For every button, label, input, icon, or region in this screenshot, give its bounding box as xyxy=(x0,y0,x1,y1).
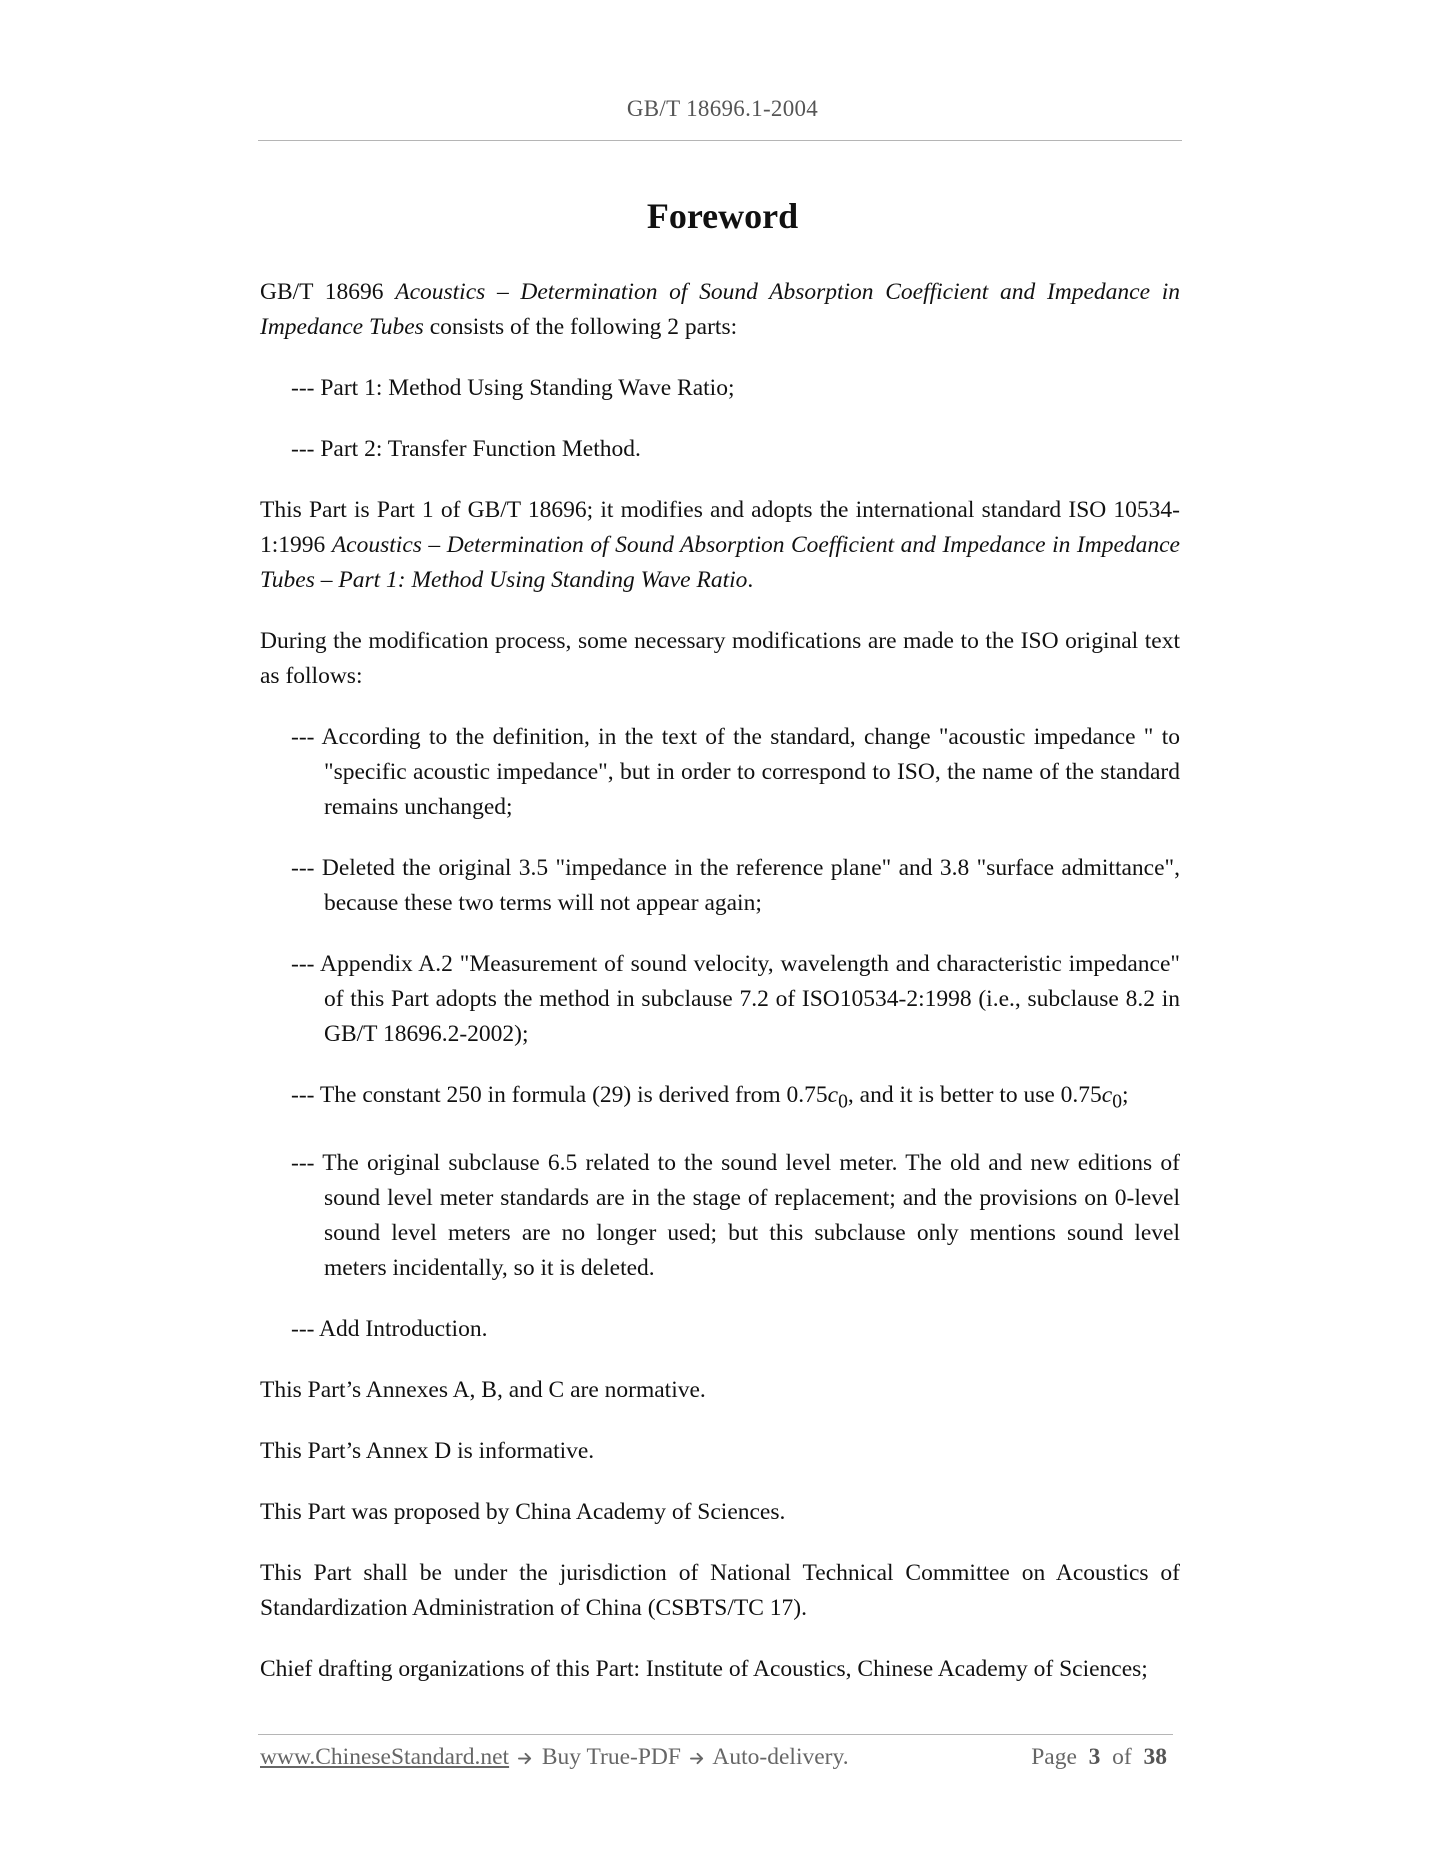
intro-text-start: GB/T 18696 xyxy=(260,279,396,305)
parts-list-item-1: --- Part 1: Method Using Standing Wave Ratio; xyxy=(291,375,735,401)
sound-speed-symbol: c xyxy=(827,1082,839,1108)
sound-speed-subscript-2: 0 xyxy=(1112,1091,1123,1113)
page-label: Page xyxy=(1031,1744,1077,1770)
document-body xyxy=(260,275,1180,1713)
modification-item-5: --- The original subclause 6.5 related to the sound level meter. The old and new editions of sound level meter standards are in the stage of replacement; and the provisions on 0-level sound level meters are no longer used; but this subclause only mentions sound level meters incidentally, so it is deleted. xyxy=(291,1149,1180,1281)
formula-note-text-2: , and it is better to use 0.75 xyxy=(847,1082,1102,1108)
modification-item-3: --- Appendix A.2 "Measurement of sound velocity, wavelength and characteristic impedance" of this Part adopts the method in subclause 7.2 of ISO10534-2:1998 (i.e., subclause 8.2 in GB/T 18696.2-2002); xyxy=(291,951,1180,1047)
intro-text-end: consists of the following 2 parts: xyxy=(423,314,738,340)
buy-pdf-text: Buy True-PDF xyxy=(535,1744,687,1770)
auto-delivery-text: Auto-delivery. xyxy=(707,1744,849,1770)
footer-divider xyxy=(258,1734,1173,1735)
arrow-right-icon xyxy=(690,1751,705,1766)
modification-intro: During the modification process, some necessary modifications are made to the ISO original text as follows: xyxy=(260,628,1180,689)
sound-speed-symbol-2: c xyxy=(1101,1082,1113,1108)
total-pages: 38 xyxy=(1143,1744,1167,1770)
adoption-standard-title: Acoustics – Determination of Sound Absorption Coefficient and Impedance in Impedance Tubes – Part 1: Method Using Standing Wave Ratio xyxy=(260,532,1180,593)
page-number xyxy=(1031,1744,1167,1771)
intro-paragraph xyxy=(260,275,1180,345)
page-of-label: of xyxy=(1112,1744,1132,1770)
jurisdiction-statement: This Part shall be under the jurisdiction of National Technical Committee on Acoustics of Standardization Administration of China (CSBTS/TC 17). xyxy=(260,1559,1180,1621)
adoption-paragraph xyxy=(260,493,1180,598)
intro-standard-title: Acoustics – Determination of Sound Absorption Coefficient and Impedance in Impedance Tubes xyxy=(260,279,1180,340)
adoption-text-end: . xyxy=(747,567,754,593)
drafting-orgs-statement: Chief drafting organizations of this Part: Institute of Acoustics, Chinese Academy of Sciences; xyxy=(260,1655,1148,1682)
arrow-right-icon xyxy=(518,1751,533,1766)
adoption-text-start: This Part is Part 1 of GB/T 18696; it modifies and adopts the international standard ISO 10534-1:1996 xyxy=(260,497,1180,558)
sound-speed-subscript: 0 xyxy=(838,1091,848,1113)
current-page: 3 xyxy=(1088,1744,1101,1770)
running-header: GB/T 18696.1-2004 xyxy=(626,96,819,121)
proposed-by-statement: This Part was proposed by China Academy of Sciences. xyxy=(260,1498,786,1525)
formula-note-text: --- The constant 250 in formula (29) is derived from 0.75 xyxy=(291,1082,828,1108)
page-footer xyxy=(260,1744,1175,1780)
formula-note-end: ; xyxy=(1122,1082,1129,1108)
header-divider xyxy=(258,140,1182,141)
modification-item-1: --- According to the definition, in the text of the standard, change "acoustic impedance " to "specific acoustic impedance", but in order to correspond to ISO, the name of the standard remains unchanged; xyxy=(291,724,1180,820)
annex-normative-statement: This Part’s Annexes A, B, and C are normative. xyxy=(260,1376,706,1403)
modification-item-4 xyxy=(291,1078,1180,1120)
page-title: Foreword xyxy=(646,196,799,236)
modification-item-2: --- Deleted the original 3.5 "impedance in the reference plane" and 3.8 "surface admittance", because these two terms will not appear again; xyxy=(291,855,1180,916)
modification-item-6: --- Add Introduction. xyxy=(291,1315,488,1342)
site-link[interactable]: www.ChineseStandard.net xyxy=(260,1744,510,1770)
footer-promo xyxy=(260,1744,849,1771)
annex-informative-statement: This Part’s Annex D is informative. xyxy=(260,1437,595,1464)
parts-list-item-2: --- Part 2: Transfer Function Method. xyxy=(291,436,641,462)
